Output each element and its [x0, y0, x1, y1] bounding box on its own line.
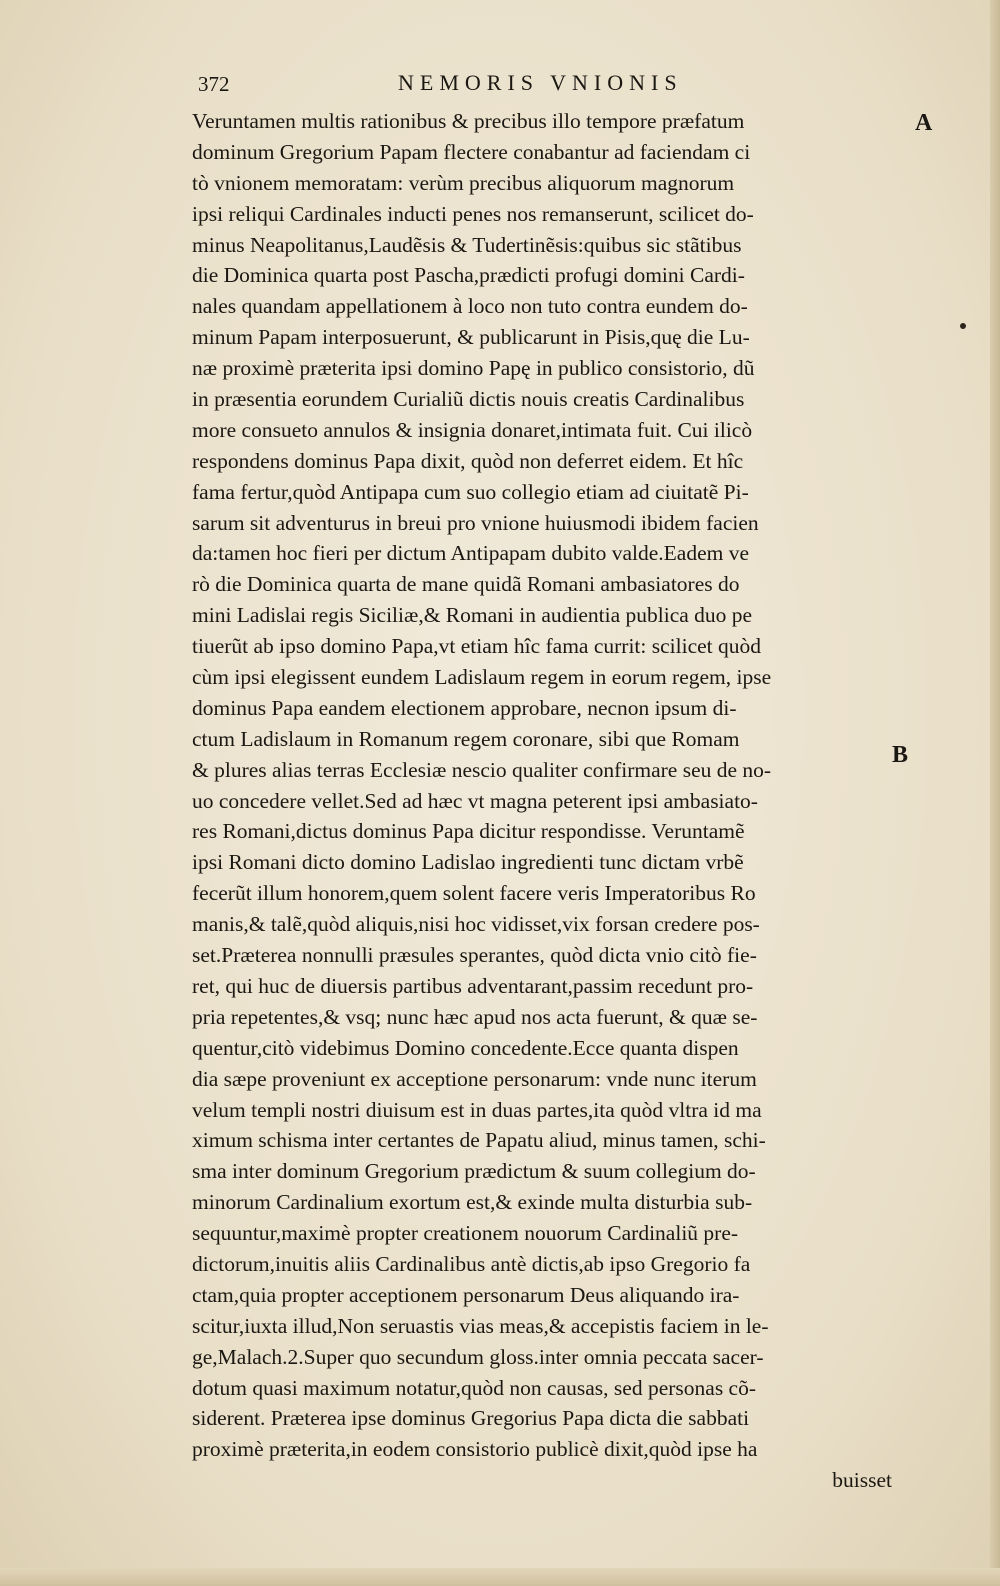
text-line: buisset: [832, 1468, 892, 1493]
text-line: velum templi nostri diuisum est in duas partes,ita quòd vltra id ma: [192, 1097, 762, 1122]
text-line: ximum schisma inter certantes de Papatu aliud, minus tamen, schi-: [192, 1128, 766, 1153]
text-line: næ proximè præterita ipsi domino Papę in publico consistorio, dũ: [192, 356, 755, 381]
text-line: ret, qui huc de diuersis partibus adventarant,passim recedunt pro-: [192, 973, 754, 998]
page-number: 372: [198, 72, 230, 96]
text-line: scitur,iuxta illud,Non seruastis vias meas,& accepistis faciem in le-: [192, 1313, 769, 1338]
text-line: dominus Papa eandem electionem approbare, necnon ipsum di-: [192, 695, 737, 720]
text-line: ge,Malach.2.Super quo secundum gloss.inter omnia peccata sacer-: [192, 1344, 764, 1369]
page-bottom-edge: [0, 1568, 1000, 1586]
text-line: ctam,quia propter acceptionem personarum Deus aliquando ira-: [192, 1282, 740, 1307]
text-line: in præsentia eorundem Curialiũ dictis nouis creatis Cardinalibus: [192, 387, 745, 412]
text-line: dia sæpe proveniunt ex acceptione personarum: vnde nunc iterum: [192, 1066, 757, 1091]
text-line: dictorum,inuitis aliis Cardinalibus antè dictis,ab ipso Gregorio fa: [192, 1251, 751, 1276]
text-line: quentur,citò videbimus Domino concedente.Ecce quanta dispen: [192, 1035, 739, 1060]
marginal-letter-a: A: [915, 110, 933, 136]
text-line: Veruntamen multis rationibus & precibus illo tempore præfatum: [192, 109, 745, 133]
running-title: NEMORIS VNIONIS: [398, 70, 683, 95]
ink-speck: [960, 323, 966, 329]
text-line: ipsi Romani dicto domino Ladislao ingredienti tunc dictam vrbẽ: [192, 850, 744, 875]
text-line: sma inter dominum Gregorium prædictum & suum collegium do-: [192, 1159, 756, 1184]
text-line: tiuerũt ab ipso domino Papa,vt etiam hîc fama currit: scilicet quòd: [192, 634, 762, 659]
text-line: minus Neapolitanus,Laudẽsis & Tudertinẽsis:quibus sic stãtibus: [192, 232, 742, 257]
text-line: nales quandam appellationem à loco non tuto contra eundem do-: [192, 294, 748, 319]
text-line: uo concedere vellet.Sed ad hæc vt magna peterent ipsi ambasiato-: [192, 788, 758, 813]
text-line: minum Papam interposuerunt, & publicarunt in Pisis,quę die Lu-: [192, 325, 750, 350]
text-line: res Romani,dictus dominus Papa dicitur respondisse. Veruntamẽ: [192, 819, 745, 844]
text-line: cùm ipsi elegissent eundem Ladislaum regem in eorum regem, ipse: [192, 665, 772, 690]
text-line: tò vnionem memoratam: verùm precibus aliquorum magnorum: [192, 170, 735, 195]
text-line: respondens dominus Papa dixit, quòd non deferret eidem. Et hîc: [192, 448, 744, 473]
page-header: [198, 68, 918, 102]
text-line: dominum Gregorium Papam flectere conabantur ad faciendam ci: [192, 139, 751, 164]
page-edge-shadow: [990, 0, 1000, 1586]
text-line: minorum Cardinalium exortum est,& exinde multa disturbia sub-: [192, 1190, 753, 1215]
body-text: [192, 106, 892, 1496]
text-line: more consueto annulos & insignia donaret,intimata fuit. Cui ilicò: [192, 417, 753, 442]
text-line: ctum Ladislaum in Romanum regem coronare, sibi que Romam: [192, 726, 740, 751]
text-line: die Dominica quarta post Pascha,prædicti profugi domini Cardi-: [192, 263, 745, 288]
text-line: set.Præterea nonnulli præsules sperantes, quòd dicta vnio citò fie-: [192, 943, 757, 968]
marginal-letter-b: B: [892, 742, 909, 768]
text-line: manis,& talẽ,quòd aliquis,nisi hoc vidisset,vix forsan credere pos-: [192, 912, 760, 937]
text-line: sarum sit adventurus in breui pro vnione huiusmodi ibidem facien: [192, 510, 759, 535]
text-line: fama fertur,quòd Antipapa cum suo collegio etiam ad ciuitatẽ Pi-: [192, 479, 749, 504]
text-line: fecerũt illum honorem,quem solent facere veris Imperatoribus Ro: [192, 881, 756, 906]
text-line: rò die Dominica quarta de mane quidã Romani ambasiatores do: [192, 572, 740, 597]
text-line: siderent. Præterea ipse dominus Gregorius Papa dicta die sabbati: [192, 1406, 750, 1431]
text-line: da:tamen hoc fieri per dictum Antipapam dubito valde.Eadem ve: [192, 541, 750, 566]
text-line: dotum quasi maximum notatur,quòd non causas, sed personas cõ-: [192, 1375, 757, 1400]
text-line: sequuntur,maximè propter creationem nouorum Cardinaliũ pre-: [192, 1221, 739, 1246]
text-line: mini Ladislai regis Siciliæ,& Romani in audientia publica duo pe: [192, 603, 753, 628]
text-line: pria repetentes,& vsq; nunc hæc apud nos acta fuerunt, & quæ se-: [192, 1004, 758, 1029]
text-line: & plures alias terras Ecclesiæ nescio qualiter confirmare seu de no-: [192, 757, 772, 782]
text-line: proximè præterita,in eodem consistorio publicè dixit,quòd ipse ha: [192, 1437, 758, 1462]
text-line: ipsi reliqui Cardinales inducti penes nos remanserunt, scilicet do-: [192, 201, 754, 226]
